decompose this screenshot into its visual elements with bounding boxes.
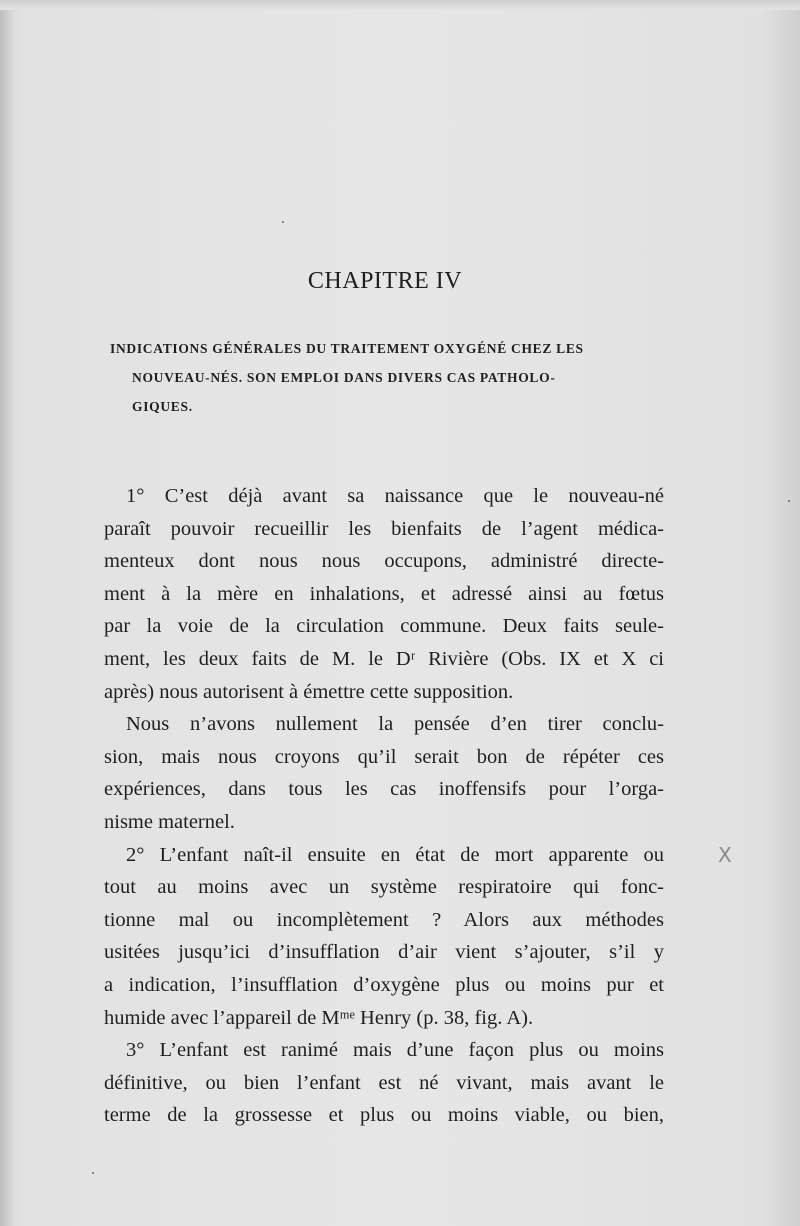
text-line: 3° L’enfant est ranimé mais d’une façon plus ou moins — [126, 1039, 664, 1062]
chapter-subtitle — [110, 334, 670, 421]
text-line: humide avec l’appareil de Mᵐᵉ Henry (p. 38, fig. A). — [104, 1006, 534, 1029]
page-top-edge — [0, 0, 800, 10]
text-line: a indication, l’insufflation d’oxygène plus ou moins pur et — [104, 973, 664, 996]
paragraph-4 — [104, 1034, 664, 1132]
text-line: sion, mais nous croyons qu’il serait bon de répéter ces — [104, 745, 664, 768]
text-line: par la voie de la circulation commune. Deux faits seule- — [104, 615, 664, 638]
subtitle-line: NOUVEAU-NÉS. SON EMPLOI DANS DIVERS CAS PATHOLO- — [132, 370, 556, 385]
text-line: tionne mal ou incomplètement ? Alors aux méthodes — [104, 908, 664, 931]
page-left-edge — [0, 0, 14, 1226]
text-line: usitées jusqu’ici d’insufflation d’air vient s’ajouter, s’il y — [104, 941, 664, 964]
text-line: menteux dont nous nous occupons, administré directe- — [104, 550, 664, 573]
print-speck — [282, 221, 284, 223]
subtitle-line: INDICATIONS GÉNÉRALES DU TRAITEMENT OXYGÉNÉ CHEZ LES — [110, 341, 584, 356]
margin-pencil-mark: X — [718, 843, 732, 867]
paragraph-1 — [104, 480, 664, 708]
text-line: paraît pouvoir recueillir les bienfaits de l’agent médica- — [104, 517, 664, 540]
body-text — [104, 480, 664, 1132]
text-line: définitive, ou bien l’enfant est né vivant, mais avant le — [104, 1071, 664, 1094]
chapter-title: CHAPITRE IV — [307, 268, 463, 294]
text-line: nisme maternel. — [104, 810, 235, 833]
paragraph-3 — [104, 839, 664, 1035]
text-line: terme de la grossesse et plus ou moins viable, ou bien, — [104, 1104, 664, 1127]
text-line: ment à la mère en inhalations, et adressé ainsi au fœtus — [104, 582, 664, 605]
paragraph-2 — [104, 708, 664, 838]
text-line: 2° L’enfant naît-il ensuite en état de mort apparente ou — [126, 843, 664, 866]
print-speck — [788, 500, 790, 502]
text-line: après) nous autorisent à émettre cette supposition. — [104, 680, 514, 703]
subtitle-line: GIQUES. — [132, 399, 193, 414]
print-speck — [92, 1172, 94, 1174]
text-line: 1° C’est déjà avant sa naissance que le nouveau-né — [126, 485, 664, 507]
text-line: tout au moins avec un système respiratoire qui fonc- — [104, 876, 664, 899]
text-line: expériences, dans tous les cas inoffensifs pour l’orga- — [104, 778, 664, 801]
text-line: ment, les deux faits de M. le Dʳ Rivière (Obs. IX et X ci — [104, 647, 664, 670]
text-line: Nous n’avons nullement la pensée d’en tirer conclu- — [126, 713, 664, 736]
